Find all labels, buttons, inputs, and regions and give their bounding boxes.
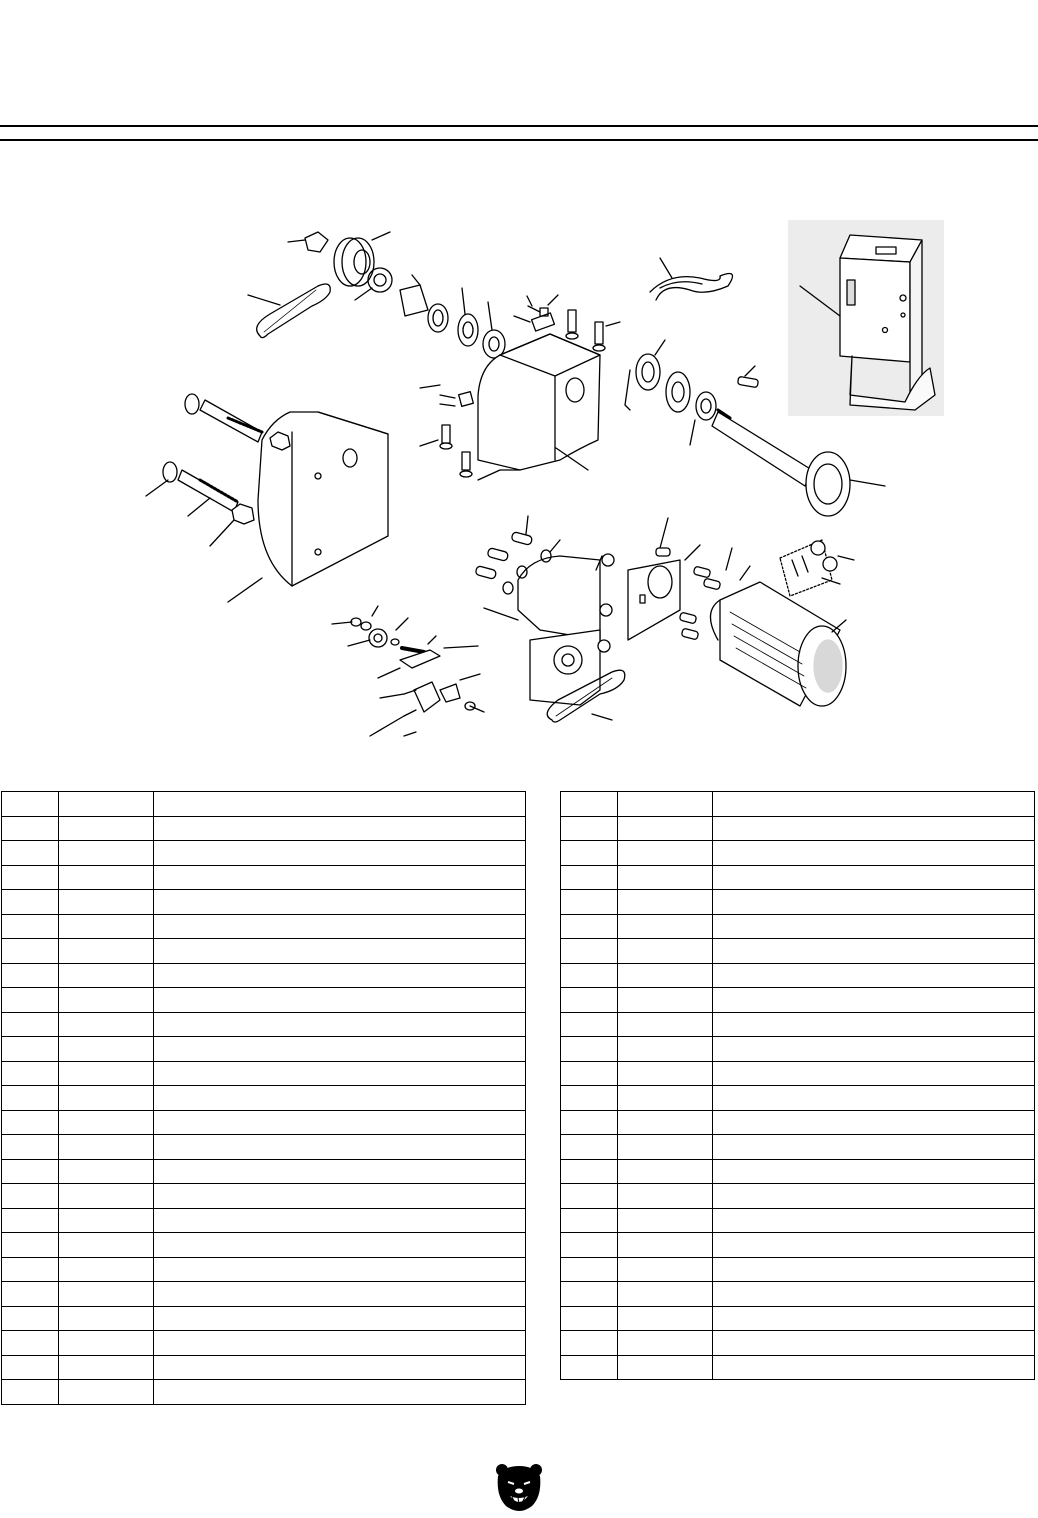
- table-cell: [59, 841, 154, 866]
- table-cell: [2, 988, 59, 1013]
- table-cell: [59, 963, 154, 988]
- table-row: [2, 1184, 526, 1209]
- table-cell: [154, 841, 526, 866]
- table-row: [2, 1012, 526, 1037]
- table-row: [561, 1037, 1035, 1062]
- table-row: [561, 1233, 1035, 1258]
- table-cell: [561, 792, 618, 817]
- table-cell: [59, 1110, 154, 1135]
- table-row: [561, 816, 1035, 841]
- table-cell: [59, 816, 154, 841]
- table-row: [561, 914, 1035, 939]
- table-cell: [2, 1282, 59, 1307]
- table-row: [2, 988, 526, 1013]
- table-cell: [561, 1233, 618, 1258]
- table-cell: [154, 1380, 526, 1405]
- table-cell: [618, 1331, 713, 1356]
- table-cell: [713, 1331, 1035, 1356]
- table-cell: [713, 988, 1035, 1013]
- table-cell: [2, 1086, 59, 1111]
- table-cell: [618, 963, 713, 988]
- table-cell: [59, 1061, 154, 1086]
- table-row: [561, 1331, 1035, 1356]
- table-row: [561, 1257, 1035, 1282]
- table-row: [2, 1257, 526, 1282]
- table-row: [2, 1061, 526, 1086]
- table-cell: [618, 1037, 713, 1062]
- table-row: [2, 1233, 526, 1258]
- table-row: [2, 816, 526, 841]
- power-cord: [650, 258, 733, 300]
- table-cell: [561, 1208, 618, 1233]
- table-cell: [59, 1380, 154, 1405]
- table-row: [561, 988, 1035, 1013]
- table-cell: [713, 816, 1035, 841]
- table-cell: [618, 914, 713, 939]
- table-row: [2, 1331, 526, 1356]
- table-cell: [618, 1061, 713, 1086]
- table-row: [2, 1086, 526, 1111]
- parts-table-right: [560, 791, 1035, 1380]
- table-cell: [59, 988, 154, 1013]
- table-cell: [618, 1355, 713, 1380]
- table-cell: [2, 1184, 59, 1209]
- table-cell: [561, 1306, 618, 1331]
- table-cell: [618, 1110, 713, 1135]
- table-cell: [59, 914, 154, 939]
- table-cell: [561, 1282, 618, 1307]
- lower-small-parts: [332, 606, 484, 736]
- table-cell: [154, 1282, 526, 1307]
- table-cell: [2, 1061, 59, 1086]
- table-cell: [713, 1184, 1035, 1209]
- table-cell: [713, 939, 1035, 964]
- table-cell: [59, 792, 154, 817]
- table-cell: [154, 963, 526, 988]
- table-cell: [713, 841, 1035, 866]
- table-cell: [561, 914, 618, 939]
- table-cell: [154, 1184, 526, 1209]
- bear-head-logo-icon: [494, 1462, 544, 1514]
- table-cell: [2, 1331, 59, 1356]
- table-cell: [713, 1282, 1035, 1307]
- table-row: [561, 1110, 1035, 1135]
- table-row: [561, 1086, 1035, 1111]
- table-cell: [713, 792, 1035, 817]
- table-cell: [59, 1184, 154, 1209]
- table-cell: [713, 1306, 1035, 1331]
- table-row: [2, 963, 526, 988]
- table-cell: [618, 1184, 713, 1209]
- table-row: [2, 1380, 526, 1405]
- table-row: [561, 841, 1035, 866]
- table-row: [2, 914, 526, 939]
- table-cell: [154, 1159, 526, 1184]
- table-cell: [154, 988, 526, 1013]
- table-cell: [2, 1306, 59, 1331]
- table-row: [2, 792, 526, 817]
- table-cell: [713, 914, 1035, 939]
- table-cell: [713, 1086, 1035, 1111]
- table-cell: [561, 1135, 618, 1160]
- table-cell: [59, 1086, 154, 1111]
- table-cell: [618, 1208, 713, 1233]
- table-cell: [618, 988, 713, 1013]
- table-cell: [561, 988, 618, 1013]
- table-cell: [618, 1012, 713, 1037]
- table-cell: [618, 1306, 713, 1331]
- table-row: [561, 963, 1035, 988]
- table-row: [561, 1208, 1035, 1233]
- parts-table-left: [1, 791, 526, 1405]
- table-cell: [618, 1257, 713, 1282]
- switch-parts: [780, 540, 854, 596]
- table-cell: [713, 1257, 1035, 1282]
- table-cell: [561, 1037, 618, 1062]
- table-cell: [561, 963, 618, 988]
- table-row: [2, 1135, 526, 1160]
- table-cell: [713, 1355, 1035, 1380]
- table-cell: [618, 792, 713, 817]
- table-cell: [2, 1233, 59, 1258]
- table-cell: [59, 1037, 154, 1062]
- table-cell: [59, 890, 154, 915]
- table-row: [2, 1110, 526, 1135]
- table-cell: [561, 816, 618, 841]
- table-cell: [561, 1257, 618, 1282]
- table-cell: [2, 1037, 59, 1062]
- bearing-stack-upper: [400, 275, 505, 358]
- table-cell: [713, 1061, 1035, 1086]
- table-cell: [2, 1110, 59, 1135]
- table-cell: [561, 841, 618, 866]
- table-cell: [618, 1282, 713, 1307]
- v-belt-upper: [248, 284, 330, 338]
- table-cell: [154, 1355, 526, 1380]
- table-cell: [561, 1331, 618, 1356]
- table-cell: [561, 890, 618, 915]
- table-cell: [2, 1380, 59, 1405]
- table-cell: [154, 1061, 526, 1086]
- table-cell: [561, 1061, 618, 1086]
- table-row: [561, 1135, 1035, 1160]
- table-row: [2, 890, 526, 915]
- table-row: [2, 1208, 526, 1233]
- table-row: [561, 865, 1035, 890]
- table-cell: [59, 1306, 154, 1331]
- table-cell: [2, 1159, 59, 1184]
- table-cell: [154, 890, 526, 915]
- table-cell: [713, 1037, 1035, 1062]
- table-row: [561, 1355, 1035, 1380]
- table-cell: [561, 1355, 618, 1380]
- table-cell: [2, 792, 59, 817]
- table-cell: [713, 1110, 1035, 1135]
- table-cell: [713, 1012, 1035, 1037]
- table-row: [561, 890, 1035, 915]
- table-cell: [154, 1306, 526, 1331]
- table-row: [2, 1282, 526, 1307]
- table-cell: [154, 1135, 526, 1160]
- table-row: [561, 1159, 1035, 1184]
- table-row: [561, 1282, 1035, 1307]
- table-cell: [2, 939, 59, 964]
- table-cell: [2, 1208, 59, 1233]
- table-cell: [618, 1135, 713, 1160]
- table-cell: [59, 1233, 154, 1258]
- table-cell: [561, 1159, 618, 1184]
- table-cell: [618, 841, 713, 866]
- table-cell: [561, 1184, 618, 1209]
- motor-mount-plate: [475, 516, 614, 705]
- table-cell: [59, 1159, 154, 1184]
- table-cell: [561, 939, 618, 964]
- table-cell: [2, 1257, 59, 1282]
- table-row: [561, 1061, 1035, 1086]
- table-cell: [561, 1012, 618, 1037]
- table-cell: [2, 1012, 59, 1037]
- table-row: [561, 939, 1035, 964]
- pulley-assembly: [288, 232, 392, 300]
- table-row: [561, 1012, 1035, 1037]
- front-cover: [228, 412, 388, 602]
- table-cell: [59, 1355, 154, 1380]
- table-cell: [59, 1208, 154, 1233]
- table-cell: [713, 1159, 1035, 1184]
- table-cell: [713, 1135, 1035, 1160]
- table-cell: [59, 939, 154, 964]
- table-cell: [2, 841, 59, 866]
- upper-housing: [420, 334, 600, 480]
- table-cell: [154, 1331, 526, 1356]
- table-row: [2, 1037, 526, 1062]
- table-cell: [154, 1233, 526, 1258]
- table-cell: [618, 1086, 713, 1111]
- table-cell: [154, 1257, 526, 1282]
- table-cell: [2, 865, 59, 890]
- table-cell: [59, 1331, 154, 1356]
- table-cell: [59, 1135, 154, 1160]
- table-cell: [713, 1233, 1035, 1258]
- table-cell: [2, 890, 59, 915]
- table-row: [2, 1306, 526, 1331]
- table-cell: [618, 1233, 713, 1258]
- table-row: [561, 1184, 1035, 1209]
- table-cell: [154, 865, 526, 890]
- table-cell: [2, 1355, 59, 1380]
- table-cell: [561, 865, 618, 890]
- table-cell: [154, 939, 526, 964]
- table-row: [2, 841, 526, 866]
- table-cell: [618, 816, 713, 841]
- table-row: [561, 792, 1035, 817]
- table-cell: [154, 1086, 526, 1111]
- table-cell: [713, 890, 1035, 915]
- table-cell: [713, 1208, 1035, 1233]
- table-cell: [2, 816, 59, 841]
- table-cell: [618, 1159, 713, 1184]
- table-cell: [618, 890, 713, 915]
- table-cell: [561, 1110, 618, 1135]
- table-cell: [561, 1086, 618, 1111]
- table-cell: [154, 792, 526, 817]
- table-cell: [154, 914, 526, 939]
- machine-stand-image: [788, 220, 944, 416]
- table-cell: [2, 1135, 59, 1160]
- table-cell: [618, 939, 713, 964]
- table-cell: [59, 1257, 154, 1282]
- table-cell: [154, 816, 526, 841]
- table-row: [2, 1159, 526, 1184]
- table-row: [2, 865, 526, 890]
- table-cell: [154, 1012, 526, 1037]
- table-cell: [2, 914, 59, 939]
- table-cell: [154, 1037, 526, 1062]
- table-row: [2, 939, 526, 964]
- table-cell: [2, 963, 59, 988]
- table-row: [561, 1306, 1035, 1331]
- table-cell: [713, 963, 1035, 988]
- table-cell: [59, 1282, 154, 1307]
- table-cell: [59, 865, 154, 890]
- table-cell: [154, 1208, 526, 1233]
- table-cell: [154, 1110, 526, 1135]
- table-cell: [59, 1012, 154, 1037]
- table-row: [2, 1355, 526, 1380]
- table-cell: [618, 865, 713, 890]
- table-cell: [713, 865, 1035, 890]
